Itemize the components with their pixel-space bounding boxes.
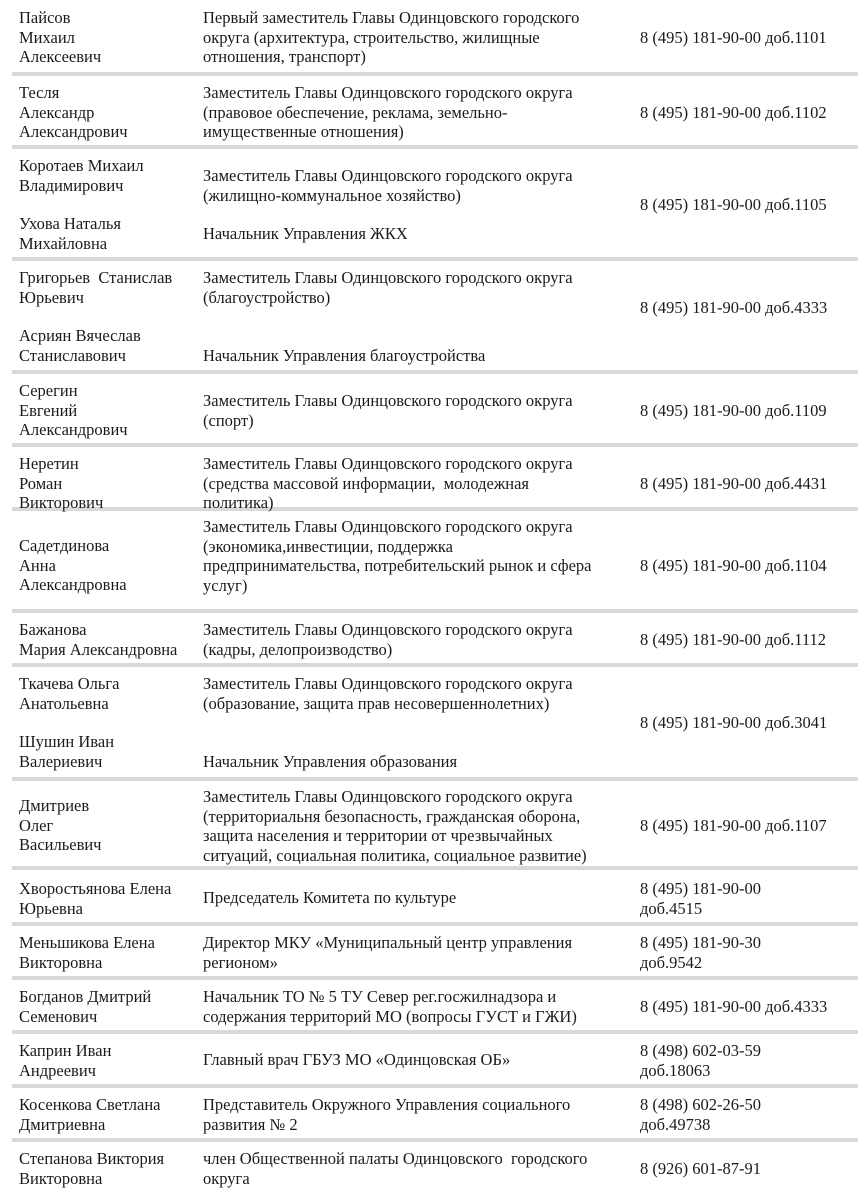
position-line: имущественные отношения) (203, 122, 404, 141)
position-line: Заместитель Главы Одинцовского городского округа (203, 620, 573, 639)
row-divider (12, 922, 858, 926)
person-name-line: Каприн Иван (19, 1041, 112, 1060)
phone-line: 8 (495) 181-90-00 доб.4333 (640, 298, 828, 317)
row-divider (12, 72, 858, 76)
person-name-line: Викторович (19, 493, 104, 512)
person-name-line: Бажанова (19, 620, 87, 639)
person-name-line: Анатольевна (19, 693, 109, 713)
person-position (203, 888, 633, 908)
phone-line: 8 (495) 181-90-00 доб.1107 (640, 816, 827, 835)
person-name-line: Ухова Наталья (19, 214, 121, 233)
person-name-line: Григорьев Станислав (19, 268, 173, 287)
person-position (203, 391, 633, 430)
row-divider (12, 1030, 858, 1034)
person-name-line: Евгений (19, 400, 78, 420)
person-position (203, 454, 633, 513)
row-divider (12, 257, 858, 261)
position-line: (средства массовой информации, молодежная (203, 473, 530, 493)
row-divider (12, 370, 858, 374)
position-line: Председатель Комитета по культуре (203, 888, 457, 907)
phone-number[interactable] (640, 474, 860, 494)
phone-line: 8 (495) 181-90-00 доб.4431 (640, 474, 828, 493)
phone-number[interactable] (640, 1041, 860, 1080)
phone-line: 8 (495) 181-90-00 доб.3041 (640, 713, 828, 732)
phone-line: 8 (495) 181-90-00 доб.1105 (640, 195, 827, 214)
person-name-line: Васильевич (19, 835, 102, 854)
row-divider (12, 145, 858, 149)
person-name (19, 268, 199, 307)
person-name-line: Андреевич (19, 1060, 96, 1080)
person-name (19, 83, 199, 142)
position-line: Заместитель Главы Одинцовского городского округа (203, 268, 573, 287)
row-divider (12, 866, 858, 870)
phone-line: 8 (926) 601-87-91 (640, 1159, 761, 1178)
person-name-line: Анна (19, 555, 56, 575)
position-line: Начальник ТО № 5 ТУ Север рег.госжилнадзора и (203, 987, 557, 1006)
person-name-line: Ткачева Ольга (19, 674, 120, 693)
phone-line: 8 (498) 602-26-50 (640, 1095, 761, 1114)
row-divider (12, 663, 858, 667)
position-line: развития № 2 (203, 1114, 298, 1134)
person-position (203, 1095, 633, 1134)
phone-number[interactable] (640, 195, 860, 215)
person-name-line: Неретин (19, 454, 79, 473)
person-name-line: Александр (19, 102, 95, 122)
person-position (203, 517, 633, 595)
person-name (19, 620, 199, 659)
person-position (203, 787, 633, 865)
person-name (19, 796, 199, 855)
position-line: округа (архитектура, строительство, жилищные (203, 27, 540, 47)
phone-line: доб.18063 (640, 1060, 711, 1080)
row-divider (12, 609, 858, 613)
person-name-line: Станиславович (19, 345, 126, 365)
phone-line: 8 (495) 181-90-00 доб.1101 (640, 28, 827, 47)
position-line: Заместитель Главы Одинцовского городского округа (203, 391, 573, 410)
phone-number[interactable] (640, 933, 860, 972)
phone-line: 8 (495) 181-90-30 (640, 933, 761, 952)
position-line: Главный врач ГБУЗ МО «Одинцовская ОБ» (203, 1050, 511, 1069)
person-name-line: Хворостьянова Елена (19, 879, 172, 898)
person-position (203, 620, 633, 659)
person-position (203, 346, 633, 366)
phone-number[interactable] (640, 713, 860, 733)
person-position (203, 83, 633, 142)
row-divider (12, 976, 858, 980)
person-position (203, 752, 633, 772)
person-name-line: Юрьевич (19, 287, 84, 307)
phone-line: 8 (495) 181-90-00 (640, 879, 761, 898)
person-name (19, 987, 199, 1026)
position-line: предпринимательства, потребительский рынок и сфера (203, 556, 592, 575)
person-name (19, 1095, 199, 1134)
person-name (19, 8, 199, 67)
person-name-line: Серегин (19, 381, 78, 400)
position-line: политика) (203, 493, 274, 512)
position-line: (благоустройство) (203, 287, 331, 307)
phone-line: доб.9542 (640, 952, 703, 972)
row-divider (12, 777, 858, 781)
position-line: Представитель Окружного Управления социального (203, 1095, 571, 1114)
person-name (19, 1149, 199, 1188)
phone-number[interactable] (640, 298, 860, 318)
position-line: Начальник Управления благоустройства (203, 346, 486, 365)
person-name (19, 536, 199, 595)
person-name-line: Алексеевич (19, 47, 102, 66)
person-name (19, 156, 199, 195)
person-name-line: Юрьевна (19, 898, 84, 918)
phone-number[interactable] (640, 1095, 860, 1134)
person-name-line: Викторовна (19, 952, 103, 972)
row-divider (12, 1138, 858, 1142)
phone-line: 8 (495) 181-90-00 доб.1102 (640, 103, 827, 122)
position-line: (образование, защита прав несовершеннолетних) (203, 693, 550, 713)
person-name-line: Михайловна (19, 233, 108, 253)
person-position (203, 933, 633, 972)
person-name-line: Меньшикова Елена (19, 933, 155, 952)
position-line: содержания территорий МО (вопросы ГУСТ и ГЖИ) (203, 1006, 577, 1026)
phone-line: 8 (495) 181-90-00 доб.1104 (640, 556, 827, 575)
phone-line: 8 (495) 181-90-00 доб.1109 (640, 401, 827, 420)
person-name-line: Дмитриевна (19, 1114, 106, 1134)
person-position (203, 1149, 633, 1188)
phone-number[interactable] (640, 1159, 860, 1179)
person-name (19, 933, 199, 972)
person-name-line: Степанова Виктория (19, 1149, 165, 1168)
person-name (19, 454, 199, 513)
position-line: округа (203, 1168, 250, 1188)
phone-line: доб.4515 (640, 898, 703, 918)
person-name (19, 326, 199, 365)
person-name (19, 381, 199, 440)
person-name-line: Шушин Иван (19, 732, 115, 751)
position-line: Заместитель Главы Одинцовского городского округа (203, 787, 573, 806)
person-name (19, 879, 199, 918)
person-position (203, 224, 633, 244)
person-name (19, 214, 199, 253)
phone-number[interactable] (640, 556, 860, 576)
phone-number[interactable] (640, 401, 860, 421)
person-name-line: Викторовна (19, 1168, 103, 1188)
person-name-line: Семенович (19, 1006, 98, 1026)
row-divider (12, 443, 858, 447)
position-line: защита населения и территории от чрезвычайных (203, 826, 553, 845)
position-line: (экономика,инвестиции, поддержка (203, 536, 453, 556)
position-line: Первый заместитель Главы Одинцовского городского (203, 8, 580, 27)
person-name-line: Роман (19, 473, 63, 493)
position-line: (кадры, делопроизводство) (203, 639, 393, 659)
person-name-line: Садетдинова (19, 536, 110, 555)
position-line: отношения, транспорт) (203, 47, 366, 66)
row-divider (12, 1084, 858, 1088)
position-line: регионом» (203, 952, 278, 972)
person-name-line: Александрович (19, 122, 128, 141)
person-position (203, 674, 633, 713)
position-line: Заместитель Главы Одинцовского городского округа (203, 674, 573, 693)
position-line: Заместитель Главы Одинцовского городского округа (203, 83, 573, 102)
person-name-line: Олег (19, 815, 54, 835)
phone-number[interactable] (640, 997, 860, 1017)
person-name-line: Михаил (19, 27, 75, 47)
position-line: член Общественной палаты Одинцовского городского (203, 1149, 588, 1168)
position-line: Заместитель Главы Одинцовского городского округа (203, 166, 573, 185)
person-name-line: Пайсов (19, 8, 71, 27)
person-name-line: Валериевич (19, 751, 103, 771)
phone-number[interactable] (640, 879, 860, 918)
position-line: услуг) (203, 575, 248, 595)
person-name-line: Александрович (19, 420, 128, 439)
person-position (203, 987, 633, 1026)
phone-line: 8 (495) 181-90-00 доб.4333 (640, 997, 828, 1016)
position-line: (жилищно-коммунальное хозяйство) (203, 185, 461, 205)
person-position (203, 8, 633, 67)
person-name-line: Богданов Дмитрий (19, 987, 152, 1006)
phone-number[interactable] (640, 103, 860, 123)
phone-line: 8 (498) 602-03-59 (640, 1041, 761, 1060)
position-line: Заместитель Главы Одинцовского городского округа (203, 454, 573, 473)
position-line: Директор МКУ «Муниципальный центр управления (203, 933, 573, 952)
person-name-line: Дмитриев (19, 796, 90, 815)
position-line: Начальник Управления образования (203, 752, 458, 771)
phone-line: доб.49738 (640, 1114, 711, 1134)
person-name-line: Косенкова Светлана (19, 1095, 161, 1114)
person-name-line: Тесля (19, 83, 60, 102)
person-name (19, 1041, 199, 1080)
phone-number[interactable] (640, 816, 860, 836)
person-position (203, 166, 633, 205)
person-name-line: Асриян Вячеслав (19, 326, 141, 345)
person-name-line: Александровна (19, 575, 127, 594)
position-line: (правовое обеспечение, реклама, земельно- (203, 102, 508, 122)
person-name (19, 674, 199, 713)
person-name-line: Владимирович (19, 175, 124, 195)
position-line: Заместитель Главы Одинцовского городского округа (203, 517, 573, 536)
position-line: ситуаций, социальная политика, социальное развитие) (203, 845, 587, 865)
phone-line: 8 (495) 181-90-00 доб.1112 (640, 630, 827, 649)
position-line: (спорт) (203, 410, 254, 430)
person-name-line: Коротаев Михаил (19, 156, 144, 175)
phone-number[interactable] (640, 630, 860, 650)
person-name (19, 732, 199, 771)
phone-number[interactable] (640, 28, 860, 48)
person-position (203, 1050, 633, 1070)
position-line: (территориальня безопасность, гражданская оборона, (203, 806, 581, 826)
person-name-line: Мария Александровна (19, 639, 178, 659)
person-position (203, 268, 633, 307)
position-line: Начальник Управления ЖКХ (203, 224, 408, 243)
